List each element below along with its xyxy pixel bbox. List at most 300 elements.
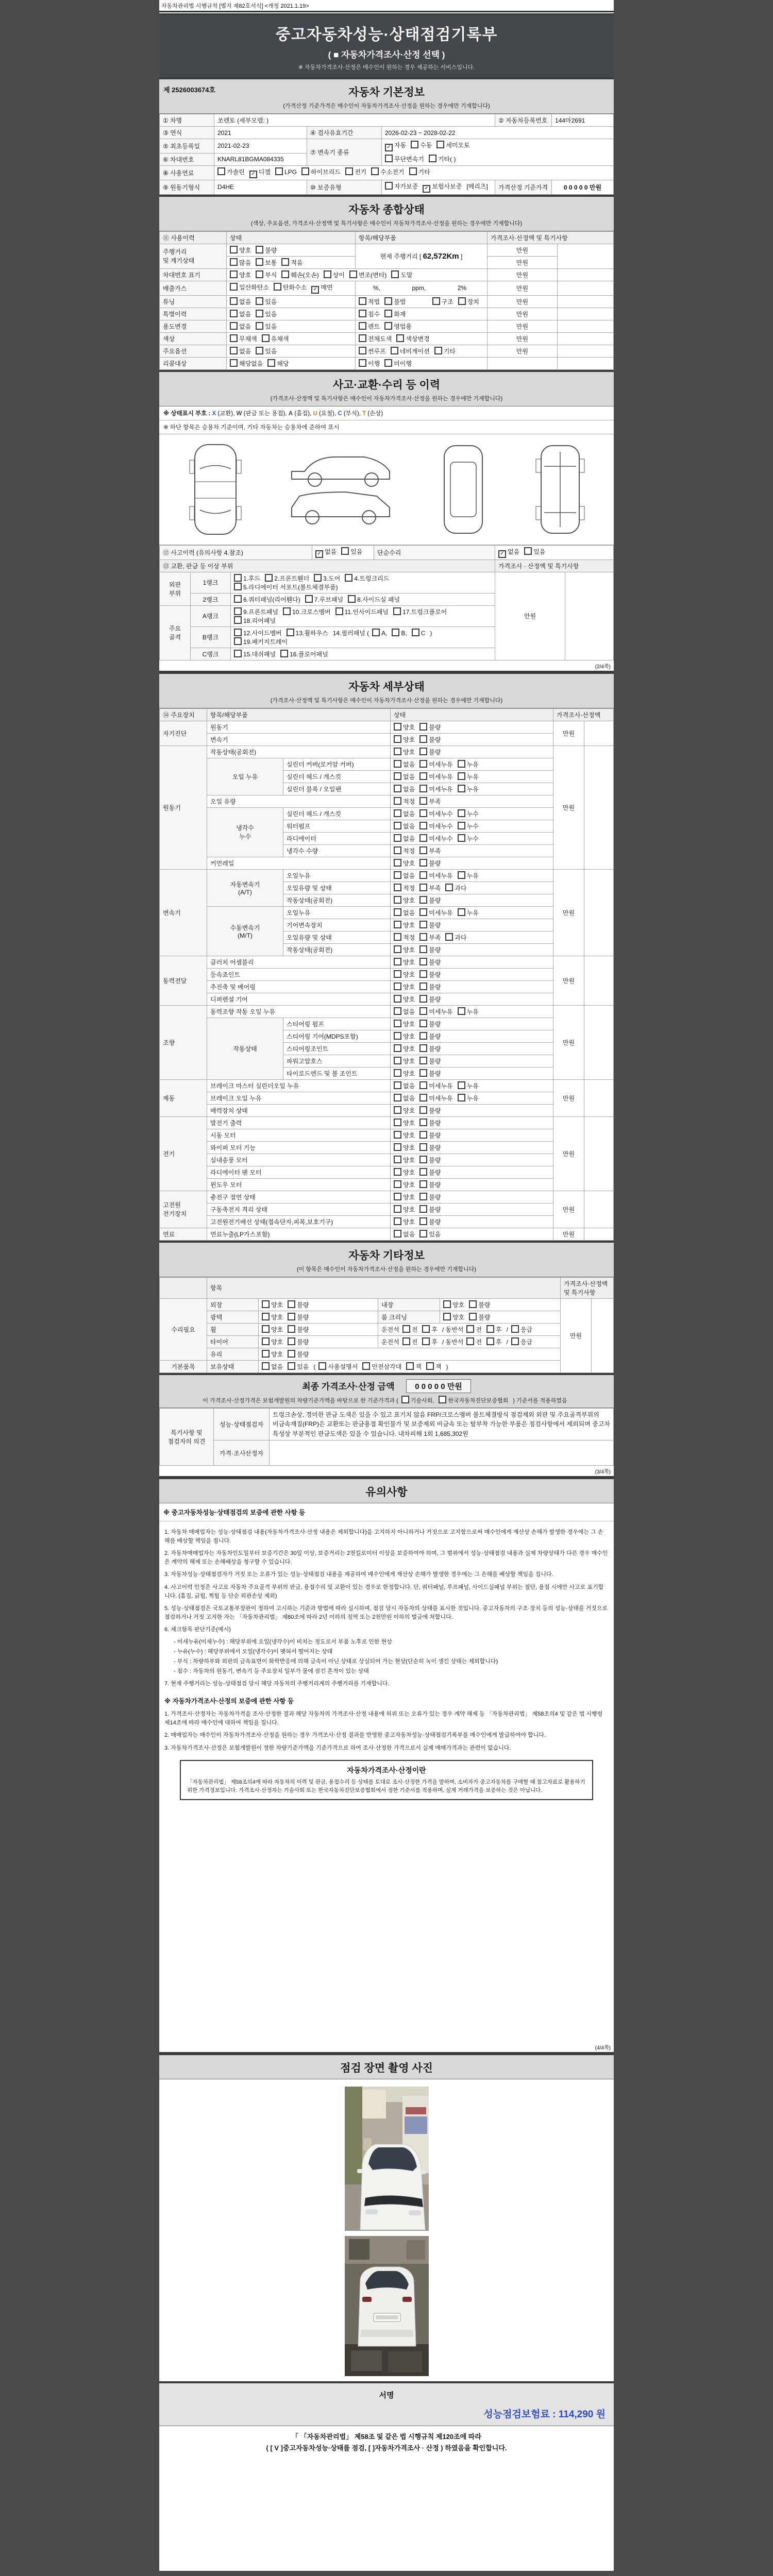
unchecked-checkbox-icon[interactable] <box>419 760 427 768</box>
unchecked-checkbox-icon[interactable] <box>288 1337 295 1345</box>
unchecked-checkbox-icon[interactable] <box>349 270 357 278</box>
unchecked-checkbox-icon[interactable] <box>256 270 263 278</box>
unchecked-checkbox-icon[interactable] <box>429 155 436 162</box>
checkbox-option[interactable] <box>394 933 415 942</box>
unchecked-checkbox-icon[interactable] <box>458 908 465 916</box>
checkbox-option[interactable] <box>419 1193 441 1201</box>
checkbox-option[interactable] <box>419 1094 452 1103</box>
checkbox-option[interactable] <box>394 921 415 929</box>
unchecked-checkbox-icon[interactable] <box>406 1362 414 1370</box>
checkbox-option[interactable] <box>419 1230 441 1239</box>
checkbox-option[interactable] <box>349 270 386 279</box>
unchecked-checkbox-icon[interactable] <box>419 871 427 879</box>
checkbox-option[interactable] <box>359 347 386 355</box>
unchecked-checkbox-icon[interactable] <box>234 574 242 582</box>
checkbox-option[interactable] <box>324 270 345 279</box>
unchecked-checkbox-icon[interactable] <box>394 1205 401 1213</box>
unchecked-checkbox-icon[interactable] <box>256 347 263 354</box>
unchecked-checkbox-icon[interactable] <box>262 334 270 342</box>
checkbox-option[interactable] <box>281 270 318 279</box>
checkbox-option[interactable] <box>391 270 412 279</box>
checkbox-option[interactable] <box>394 1044 415 1053</box>
unchecked-checkbox-icon[interactable] <box>305 595 313 603</box>
checkbox-option[interactable] <box>362 1362 401 1371</box>
unchecked-checkbox-icon[interactable] <box>393 607 401 615</box>
checkbox-option[interactable] <box>288 1325 309 1334</box>
checkbox-option[interactable] <box>511 1337 532 1346</box>
unchecked-checkbox-icon[interactable] <box>419 1007 427 1015</box>
checkbox-option[interactable] <box>426 1362 442 1371</box>
checkbox-option[interactable] <box>384 322 412 331</box>
checkbox-option[interactable] <box>458 297 479 306</box>
checkbox-option[interactable] <box>419 995 441 1004</box>
checkbox-option[interactable] <box>394 1094 415 1103</box>
unchecked-checkbox-icon[interactable] <box>466 1325 474 1333</box>
checkbox-option[interactable] <box>458 809 479 818</box>
unchecked-checkbox-icon[interactable] <box>394 748 401 755</box>
unchecked-checkbox-icon[interactable] <box>230 322 238 330</box>
checkbox-option[interactable] <box>256 322 277 331</box>
unchecked-checkbox-icon[interactable] <box>394 1032 401 1040</box>
checkbox-option[interactable] <box>419 1007 452 1016</box>
checkbox-option[interactable] <box>305 595 343 604</box>
checkbox-option[interactable] <box>392 629 407 637</box>
unchecked-checkbox-icon[interactable] <box>402 1325 410 1333</box>
unchecked-checkbox-icon[interactable] <box>230 297 238 305</box>
unchecked-checkbox-icon[interactable] <box>419 846 427 854</box>
checkbox-option[interactable] <box>230 310 251 318</box>
checkbox-option[interactable] <box>301 167 341 176</box>
unchecked-checkbox-icon[interactable] <box>486 1325 494 1333</box>
unchecked-checkbox-icon[interactable] <box>419 735 427 743</box>
checkbox-option[interactable] <box>234 583 338 591</box>
unchecked-checkbox-icon[interactable] <box>230 347 238 354</box>
unchecked-checkbox-icon[interactable] <box>396 334 404 342</box>
checkbox-option[interactable] <box>391 347 430 355</box>
checkbox-option[interactable] <box>394 822 415 831</box>
unchecked-checkbox-icon[interactable] <box>301 167 309 175</box>
unchecked-checkbox-icon[interactable] <box>275 167 283 175</box>
unchecked-checkbox-icon[interactable] <box>419 1205 427 1213</box>
checkbox-option[interactable] <box>230 334 257 343</box>
checkbox-option[interactable] <box>445 933 466 942</box>
checkbox-option[interactable] <box>394 871 415 880</box>
unchecked-checkbox-icon[interactable] <box>314 574 322 582</box>
checkbox-option[interactable] <box>234 607 278 616</box>
checkbox-option[interactable] <box>466 1337 482 1346</box>
unchecked-checkbox-icon[interactable] <box>394 908 401 916</box>
checkbox-option[interactable] <box>341 547 362 556</box>
checkbox-option[interactable] <box>262 1337 283 1346</box>
unchecked-checkbox-icon[interactable] <box>419 884 427 891</box>
checkbox-option[interactable] <box>419 970 441 979</box>
checkbox-option[interactable] <box>419 760 452 769</box>
checkbox-option[interactable] <box>394 1032 415 1041</box>
unchecked-checkbox-icon[interactable] <box>394 1069 401 1077</box>
unchecked-checkbox-icon[interactable] <box>419 797 427 805</box>
checkbox-option[interactable] <box>280 650 328 658</box>
unchecked-checkbox-icon[interactable] <box>394 970 401 978</box>
checkbox-option[interactable] <box>230 297 251 306</box>
checkbox-option[interactable] <box>486 1337 502 1346</box>
unchecked-checkbox-icon[interactable] <box>256 322 263 330</box>
checkbox-option[interactable] <box>256 246 277 255</box>
checkbox-option[interactable] <box>385 141 406 151</box>
unchecked-checkbox-icon[interactable] <box>419 772 427 780</box>
unchecked-checkbox-icon[interactable] <box>359 359 366 367</box>
unchecked-checkbox-icon[interactable] <box>234 650 242 657</box>
checked-checkbox-icon[interactable]: ✓ <box>498 550 506 558</box>
checkbox-option[interactable] <box>423 182 462 193</box>
checkbox-option[interactable] <box>262 1362 283 1371</box>
unchecked-checkbox-icon[interactable] <box>288 1350 295 1358</box>
checkbox-option[interactable] <box>359 334 392 343</box>
unchecked-checkbox-icon[interactable] <box>262 1350 270 1358</box>
checkbox-option[interactable] <box>412 629 426 637</box>
unchecked-checkbox-icon[interactable] <box>394 933 401 941</box>
checked-checkbox-icon[interactable]: ✓ <box>423 185 430 193</box>
checkbox-option[interactable] <box>394 1131 415 1140</box>
checkbox-option[interactable] <box>394 1069 415 1078</box>
checkbox-option[interactable] <box>458 871 479 880</box>
checkbox-option[interactable] <box>394 896 415 905</box>
unchecked-checkbox-icon[interactable] <box>419 945 427 953</box>
checkbox-option[interactable] <box>394 1168 415 1177</box>
checkbox-option[interactable] <box>267 359 289 368</box>
checkbox-option[interactable] <box>234 595 300 604</box>
checkbox-option[interactable] <box>402 1325 418 1334</box>
unchecked-checkbox-icon[interactable] <box>394 1193 401 1200</box>
unchecked-checkbox-icon[interactable] <box>230 310 238 317</box>
checkbox-option[interactable] <box>419 1081 452 1090</box>
unchecked-checkbox-icon[interactable] <box>402 1337 410 1345</box>
unchecked-checkbox-icon[interactable] <box>394 797 401 805</box>
unchecked-checkbox-icon[interactable] <box>262 1362 270 1370</box>
checkbox-option[interactable] <box>256 258 277 267</box>
unchecked-checkbox-icon[interactable] <box>419 1156 427 1163</box>
checkbox-option[interactable] <box>394 1081 415 1090</box>
checkbox-option[interactable] <box>419 1168 441 1177</box>
checkbox-option[interactable] <box>230 359 263 368</box>
checkbox-option[interactable] <box>394 1143 415 1152</box>
unchecked-checkbox-icon[interactable] <box>234 595 242 603</box>
checkbox-option[interactable] <box>432 297 453 306</box>
checkbox-option[interactable] <box>394 735 415 744</box>
checkbox-option[interactable] <box>439 1396 508 1404</box>
unchecked-checkbox-icon[interactable] <box>394 896 401 904</box>
unchecked-checkbox-icon[interactable] <box>458 785 465 792</box>
unchecked-checkbox-icon[interactable] <box>256 258 263 266</box>
checkbox-option[interactable] <box>458 1094 479 1103</box>
unchecked-checkbox-icon[interactable] <box>394 1057 401 1064</box>
unchecked-checkbox-icon[interactable] <box>394 834 401 842</box>
unchecked-checkbox-icon[interactable] <box>419 1020 427 1027</box>
checkbox-option[interactable] <box>419 1106 441 1115</box>
unchecked-checkbox-icon[interactable] <box>359 310 366 317</box>
checkbox-option[interactable] <box>281 258 303 267</box>
checkbox-option[interactable] <box>419 1044 441 1053</box>
checkbox-option[interactable] <box>288 1350 309 1359</box>
unchecked-checkbox-icon[interactable] <box>335 607 343 615</box>
checkbox-option[interactable] <box>394 1057 415 1065</box>
unchecked-checkbox-icon[interactable] <box>439 1396 446 1403</box>
unchecked-checkbox-icon[interactable] <box>419 1168 427 1176</box>
checked-checkbox-icon[interactable]: ✓ <box>315 550 323 558</box>
unchecked-checkbox-icon[interactable] <box>394 1180 401 1188</box>
checkbox-option[interactable] <box>445 884 466 892</box>
unchecked-checkbox-icon[interactable] <box>458 822 465 829</box>
unchecked-checkbox-icon[interactable] <box>288 1300 295 1308</box>
unchecked-checkbox-icon[interactable] <box>230 258 238 266</box>
unchecked-checkbox-icon[interactable] <box>419 859 427 867</box>
checkbox-option[interactable] <box>230 283 269 292</box>
checkbox-option[interactable] <box>311 283 332 294</box>
unchecked-checkbox-icon[interactable] <box>458 871 465 879</box>
unchecked-checkbox-icon[interactable] <box>318 1362 326 1370</box>
unchecked-checkbox-icon[interactable] <box>262 1313 270 1320</box>
checkbox-option[interactable] <box>372 629 387 637</box>
unchecked-checkbox-icon[interactable] <box>432 297 440 305</box>
checkbox-option[interactable] <box>394 970 415 979</box>
unchecked-checkbox-icon[interactable] <box>394 1131 401 1139</box>
unchecked-checkbox-icon[interactable] <box>419 785 427 792</box>
unchecked-checkbox-icon[interactable] <box>394 982 401 990</box>
unchecked-checkbox-icon[interactable] <box>281 270 289 278</box>
checkbox-option[interactable] <box>458 1007 479 1016</box>
unchecked-checkbox-icon[interactable] <box>394 1081 401 1089</box>
unchecked-checkbox-icon[interactable] <box>256 310 263 317</box>
checkbox-option[interactable] <box>394 859 415 868</box>
unchecked-checkbox-icon[interactable] <box>288 1313 295 1320</box>
unchecked-checkbox-icon[interactable] <box>267 359 275 367</box>
checkbox-option[interactable] <box>385 155 424 163</box>
unchecked-checkbox-icon[interactable] <box>419 896 427 904</box>
unchecked-checkbox-icon[interactable] <box>419 1118 427 1126</box>
unchecked-checkbox-icon[interactable] <box>458 1081 465 1089</box>
unchecked-checkbox-icon[interactable] <box>394 760 401 768</box>
checkbox-option[interactable] <box>443 1300 464 1309</box>
unchecked-checkbox-icon[interactable] <box>458 1007 465 1015</box>
unchecked-checkbox-icon[interactable] <box>409 167 417 175</box>
unchecked-checkbox-icon[interactable] <box>394 1094 401 1101</box>
checkbox-option[interactable] <box>402 1337 418 1346</box>
checkbox-option[interactable] <box>419 945 441 954</box>
checkbox-option[interactable] <box>524 547 545 556</box>
checkbox-option[interactable] <box>419 884 441 892</box>
unchecked-checkbox-icon[interactable] <box>234 637 242 645</box>
checkbox-option[interactable] <box>394 760 415 769</box>
checkbox-option[interactable] <box>394 809 415 818</box>
unchecked-checkbox-icon[interactable] <box>511 1325 519 1333</box>
unchecked-checkbox-icon[interactable] <box>274 283 281 291</box>
checkbox-option[interactable] <box>262 1325 283 1334</box>
checkbox-option[interactable] <box>393 607 447 616</box>
checkbox-option[interactable] <box>256 270 277 279</box>
checkbox-option[interactable] <box>394 797 415 806</box>
checkbox-option[interactable] <box>394 1106 415 1115</box>
checkbox-option[interactable] <box>384 297 406 306</box>
checkbox-option[interactable] <box>384 310 406 318</box>
unchecked-checkbox-icon[interactable] <box>230 246 238 253</box>
checkbox-option[interactable] <box>422 1337 438 1346</box>
unchecked-checkbox-icon[interactable] <box>411 141 418 148</box>
unchecked-checkbox-icon[interactable] <box>230 359 238 367</box>
unchecked-checkbox-icon[interactable] <box>394 735 401 743</box>
checkbox-option[interactable] <box>234 616 276 625</box>
checkbox-option[interactable] <box>458 822 479 831</box>
checkbox-option[interactable] <box>256 310 277 318</box>
unchecked-checkbox-icon[interactable] <box>458 772 465 780</box>
unchecked-checkbox-icon[interactable] <box>419 809 427 817</box>
checkbox-option[interactable] <box>434 347 456 355</box>
unchecked-checkbox-icon[interactable] <box>419 1057 427 1064</box>
checkbox-option[interactable] <box>394 884 415 892</box>
checkbox-option[interactable] <box>394 834 415 843</box>
unchecked-checkbox-icon[interactable] <box>466 1337 474 1345</box>
unchecked-checkbox-icon[interactable] <box>345 167 353 175</box>
unchecked-checkbox-icon[interactable] <box>394 995 401 1003</box>
unchecked-checkbox-icon[interactable] <box>234 607 242 615</box>
checkbox-option[interactable] <box>419 797 441 806</box>
unchecked-checkbox-icon[interactable] <box>230 334 238 342</box>
checkbox-option[interactable] <box>419 1205 441 1214</box>
unchecked-checkbox-icon[interactable] <box>371 167 379 175</box>
unchecked-checkbox-icon[interactable] <box>394 859 401 867</box>
checkbox-option[interactable] <box>262 1300 283 1309</box>
unchecked-checkbox-icon[interactable] <box>394 772 401 780</box>
unchecked-checkbox-icon[interactable] <box>419 933 427 941</box>
unchecked-checkbox-icon[interactable] <box>419 1230 427 1238</box>
unchecked-checkbox-icon[interactable] <box>419 723 427 731</box>
unchecked-checkbox-icon[interactable] <box>426 1362 434 1370</box>
checkbox-option[interactable] <box>419 785 452 793</box>
unchecked-checkbox-icon[interactable] <box>412 629 419 636</box>
checkbox-option[interactable] <box>419 1057 441 1065</box>
unchecked-checkbox-icon[interactable] <box>443 1300 451 1308</box>
unchecked-checkbox-icon[interactable] <box>422 1337 430 1345</box>
checkbox-option[interactable] <box>443 1313 464 1321</box>
unchecked-checkbox-icon[interactable] <box>288 1325 295 1333</box>
unchecked-checkbox-icon[interactable] <box>394 1168 401 1176</box>
checkbox-option[interactable] <box>394 1193 415 1201</box>
checkbox-option[interactable] <box>419 859 441 868</box>
checkbox-option[interactable] <box>288 1362 309 1371</box>
unchecked-checkbox-icon[interactable] <box>394 1020 401 1027</box>
unchecked-checkbox-icon[interactable] <box>362 1362 370 1370</box>
checkbox-option[interactable] <box>458 834 479 843</box>
checkbox-option[interactable] <box>419 1131 441 1140</box>
unchecked-checkbox-icon[interactable] <box>359 334 366 342</box>
checkbox-option[interactable] <box>230 246 251 255</box>
checkbox-option[interactable] <box>345 167 366 176</box>
checkbox-option[interactable] <box>419 1217 441 1226</box>
unchecked-checkbox-icon[interactable] <box>392 629 399 636</box>
checkbox-option[interactable] <box>401 1396 434 1404</box>
unchecked-checkbox-icon[interactable] <box>384 322 392 330</box>
unchecked-checkbox-icon[interactable] <box>458 297 466 305</box>
checkbox-option[interactable] <box>394 982 415 991</box>
checkbox-option[interactable] <box>469 1300 490 1309</box>
unchecked-checkbox-icon[interactable] <box>486 1337 494 1345</box>
checkbox-option[interactable] <box>315 547 337 558</box>
unchecked-checkbox-icon[interactable] <box>419 1143 427 1151</box>
unchecked-checkbox-icon[interactable] <box>384 310 392 317</box>
unchecked-checkbox-icon[interactable] <box>385 182 393 190</box>
unchecked-checkbox-icon[interactable] <box>262 1337 270 1345</box>
checkbox-option[interactable] <box>234 650 276 658</box>
unchecked-checkbox-icon[interactable] <box>394 1044 401 1052</box>
checkbox-option[interactable] <box>419 958 441 967</box>
checkbox-option[interactable] <box>406 1362 422 1371</box>
checkbox-option[interactable] <box>419 1180 441 1189</box>
unchecked-checkbox-icon[interactable] <box>394 958 401 965</box>
checkbox-option[interactable] <box>234 637 288 646</box>
unchecked-checkbox-icon[interactable] <box>394 945 401 953</box>
checkbox-option[interactable] <box>394 1118 415 1127</box>
unchecked-checkbox-icon[interactable] <box>324 270 331 278</box>
checkbox-option[interactable] <box>411 141 432 149</box>
checkbox-option[interactable] <box>394 1007 415 1016</box>
unchecked-checkbox-icon[interactable] <box>394 1106 401 1114</box>
checkbox-option[interactable] <box>419 1118 441 1127</box>
checkbox-option[interactable] <box>419 748 441 756</box>
unchecked-checkbox-icon[interactable] <box>341 547 349 555</box>
checkbox-option[interactable] <box>419 871 452 880</box>
checkbox-option[interactable] <box>230 270 251 279</box>
unchecked-checkbox-icon[interactable] <box>419 1032 427 1040</box>
unchecked-checkbox-icon[interactable] <box>445 884 453 891</box>
checkbox-option[interactable] <box>419 723 441 732</box>
checkbox-option[interactable] <box>359 359 380 368</box>
checkbox-option[interactable] <box>394 1156 415 1164</box>
unchecked-checkbox-icon[interactable] <box>394 822 401 829</box>
unchecked-checkbox-icon[interactable] <box>394 1230 401 1238</box>
checkbox-option[interactable] <box>394 772 415 781</box>
unchecked-checkbox-icon[interactable] <box>394 809 401 817</box>
checkbox-option[interactable] <box>288 1300 309 1309</box>
checkbox-option[interactable] <box>385 182 418 191</box>
unchecked-checkbox-icon[interactable] <box>419 1069 427 1077</box>
checkbox-option[interactable] <box>287 629 328 637</box>
unchecked-checkbox-icon[interactable] <box>281 258 289 266</box>
checkbox-option[interactable] <box>419 933 441 942</box>
checkbox-option[interactable] <box>348 595 400 604</box>
unchecked-checkbox-icon[interactable] <box>230 283 238 291</box>
checkbox-option[interactable] <box>394 908 415 917</box>
unchecked-checkbox-icon[interactable] <box>384 359 392 367</box>
checkbox-option[interactable] <box>335 607 389 616</box>
checkbox-option[interactable] <box>436 141 469 149</box>
checkbox-option[interactable] <box>318 1362 358 1371</box>
checkbox-option[interactable] <box>409 167 430 176</box>
checkbox-option[interactable] <box>422 1325 438 1334</box>
checked-checkbox-icon[interactable]: ✓ <box>249 171 257 178</box>
checkbox-option[interactable] <box>394 1230 415 1239</box>
unchecked-checkbox-icon[interactable] <box>419 822 427 829</box>
checkbox-option[interactable] <box>288 1313 309 1321</box>
unchecked-checkbox-icon[interactable] <box>419 748 427 755</box>
checkbox-option[interactable] <box>458 772 479 781</box>
checkbox-option[interactable] <box>359 322 380 331</box>
checkbox-option[interactable] <box>394 785 415 793</box>
unchecked-checkbox-icon[interactable] <box>385 155 393 162</box>
checkbox-option[interactable] <box>511 1325 532 1334</box>
unchecked-checkbox-icon[interactable] <box>256 246 263 253</box>
checkbox-option[interactable] <box>394 1205 415 1214</box>
checkbox-option[interactable] <box>394 1020 415 1028</box>
checkbox-option[interactable] <box>458 760 479 769</box>
checkbox-option[interactable] <box>230 322 251 331</box>
